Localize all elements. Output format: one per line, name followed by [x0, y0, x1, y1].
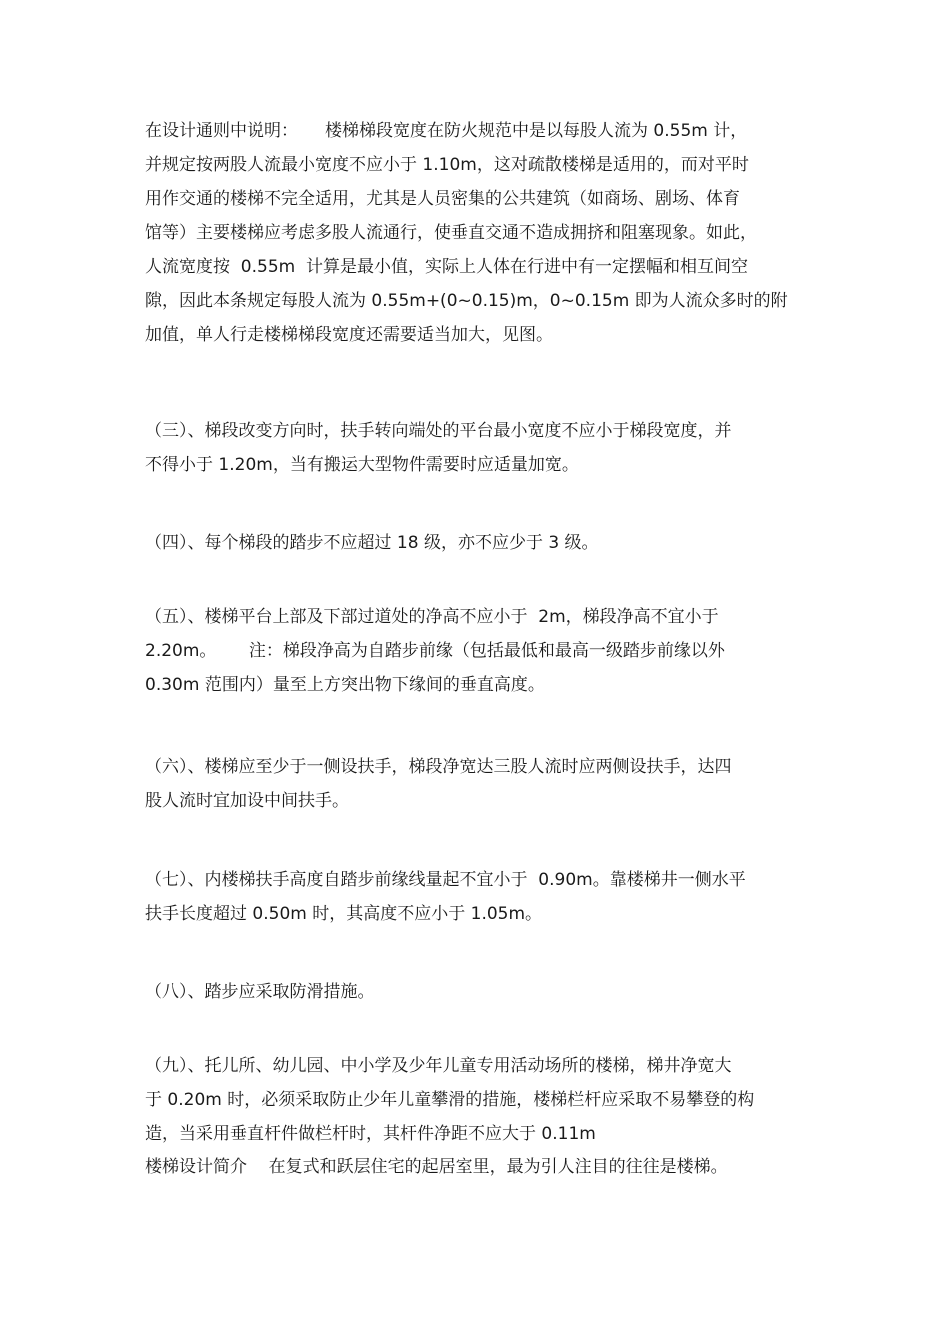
text-line: （六）、楼梯应至少于一侧设扶手，梯段净宽达三股人流时应两侧设扶手，达四 — [145, 757, 732, 777]
text-line: （八）、踏步应采取防滑措施。 — [145, 982, 375, 1002]
text-line: 隙，因此本条规定每股人流为 0.55m+(0~0.15)m，0~0.15m 即为人流众多时的附 — [145, 291, 788, 311]
text-line: （三）、梯段改变方向时，扶手转向端处的平台最小宽度不应小于梯段宽度，并 — [145, 421, 732, 441]
text-line: 扶手长度超过 0.50m 时，其高度不应小于 1.05m。 — [145, 904, 543, 924]
text-line: 0.30m 范围内）量至上方突出物下缘间的垂直高度。 — [145, 675, 545, 695]
paragraph-item-9 — [145, 1055, 815, 1185]
paragraph-item-4 — [145, 532, 815, 558]
text-line: （七）、内楼梯扶手高度自踏步前缘线量起不宜小于 0.90m。靠楼梯井一侧水平 — [145, 870, 746, 890]
paragraph-item-5 — [145, 606, 815, 706]
text-line: （九）、托儿所、幼儿园、中小学及少年儿童专用活动场所的楼梯，梯井净宽大 — [145, 1056, 732, 1076]
text-line: 楼梯设计简介 在复式和跃层住宅的起居室里，最为引人注目的往往是楼梯。 — [145, 1157, 728, 1177]
text-line: （五）、楼梯平台上部及下部过道处的净高不应小于 2m，梯段净高不宜小于 — [145, 607, 719, 627]
paragraph-item-3 — [145, 420, 815, 480]
text-line: 不得小于 1.20m，当有搬运大型物件需要时应适量加宽。 — [145, 455, 579, 475]
text-line: 在设计通则中说明： 楼梯梯段宽度在防火规范中是以每股人流为 0.55m 计， — [145, 121, 748, 141]
text-line: 并规定按两股人流最小宽度不应小于 1.10m，这对疏散楼梯是适用的，而对平时 — [145, 155, 749, 175]
paragraph-stair-width — [145, 120, 815, 370]
text-line: 2.20m。 注：梯段净高为自踏步前缘（包括最低和最高一级踏步前缘以外 — [145, 641, 725, 661]
paragraph-item-6 — [145, 756, 815, 816]
text-line: 于 0.20m 时，必须采取防止少年儿童攀滑的措施，楼梯栏杆应采取不易攀登的构 — [145, 1090, 755, 1110]
text-line: （四）、每个梯段的踏步不应超过 18 级，亦不应少于 3 级。 — [145, 533, 599, 553]
paragraph-item-8 — [145, 981, 815, 1007]
text-line: 馆等）主要楼梯应考虑多股人流通行，使垂直交通不造成拥挤和阻塞现象。如此， — [145, 223, 757, 243]
text-line: 加值，单人行走楼梯梯段宽度还需要适当加大，见图。 — [145, 325, 553, 345]
text-line: 股人流时宜加设中间扶手。 — [145, 791, 349, 811]
text-line: 人流宽度按 0.55m 计算是最小值，实际上人体在行进中有一定摆幅和相互间空 — [145, 257, 749, 277]
text-line: 造，当采用垂直杆件做栏杆时，其杆件净距不应大于 0.11m — [145, 1124, 596, 1144]
paragraph-item-7 — [145, 869, 815, 929]
text-line: 用作交通的楼梯不完全适用，尤其是人员密集的公共建筑（如商场、剧场、体育 — [145, 189, 740, 209]
